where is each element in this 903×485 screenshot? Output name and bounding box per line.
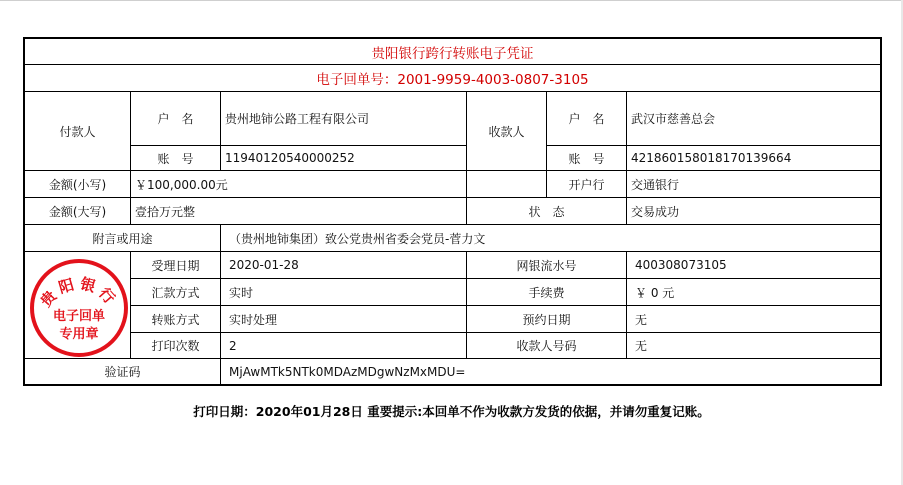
reserve-date-label: 预约日期 <box>467 306 627 333</box>
verify-label: 验证码 <box>25 359 221 384</box>
amount-small-label: 金额(小写) <box>25 171 131 198</box>
payee-no: 无 <box>627 333 880 359</box>
amount-small-spacer <box>467 171 547 198</box>
payee-bank-label: 开户行 <box>547 171 627 198</box>
serial-value: 400308073105 <box>627 252 880 279</box>
serial-label: 网银流水号 <box>467 252 627 279</box>
fee-value: ￥ 0 元 <box>627 279 880 306</box>
amount-big: 壹拾万元整 <box>131 198 467 225</box>
svg-text:专用章: 专用章 <box>59 327 99 342</box>
memo-value: （贵州地铈集团）致公党贵州省委会党员-菅力文 <box>221 225 880 252</box>
payee-no-label: 收款人号码 <box>467 333 627 359</box>
remit-method: 实时 <box>221 279 467 306</box>
bank-seal-stamp <box>28 257 130 359</box>
payee-account-label: 账 号 <box>547 146 627 171</box>
page-top-border <box>0 0 903 9</box>
memo-label: 附言或用途 <box>25 225 221 252</box>
amount-big-label: 金额(大写) <box>25 198 131 225</box>
reserve-date: 无 <box>627 306 880 333</box>
payer-account: 11940120540000252 <box>221 146 467 171</box>
accept-date: 2020-01-28 <box>221 252 467 279</box>
payer-label: 付款人 <box>25 92 131 171</box>
status-label: 状 态 <box>467 198 627 225</box>
svg-text:贵阳银行: 贵阳银行 <box>36 274 122 311</box>
fee-label: 手续费 <box>467 279 627 306</box>
svg-text:电子回单: 电子回单 <box>52 309 106 324</box>
transfer-method-label: 转账方式 <box>131 306 221 333</box>
receipt-title: 贵阳银行跨行转账电子凭证 <box>25 39 880 65</box>
payee-name-label: 户 名 <box>547 92 627 146</box>
remit-method-label: 汇款方式 <box>131 279 221 306</box>
payer-account-label: 账 号 <box>131 146 221 171</box>
payer-name-label: 户 名 <box>131 92 221 146</box>
receipt-table <box>23 37 882 386</box>
payee-account: 42186015801817013966​4 <box>627 146 880 171</box>
footer-notice: 打印日期：2020年01月28日 重要提示:本回单不作为收款方发货的依据，并请勿重复记账。 <box>193 404 710 419</box>
print-count: 2 <box>221 333 467 359</box>
receipt-number: 电子回单号：2001-9959-4003-0807-3105 <box>25 65 880 92</box>
payee-bank: 交通银行 <box>627 171 880 198</box>
transfer-method: 实时处理 <box>221 306 467 333</box>
print-count-label: 打印次数 <box>131 333 221 359</box>
status-value: 交易成功 <box>627 198 880 225</box>
verify-code: MjAwMTk5NTk0MDAzMDgwNzMxMDU= <box>229 364 466 379</box>
accept-date-label: 受理日期 <box>131 252 221 279</box>
payee-name: 武汉市慈善总会 <box>627 92 880 146</box>
amount-small: ￥100,000.00元 <box>131 171 467 198</box>
payee-label: 收款人 <box>467 92 547 171</box>
payer-name: 贵州地铈公路工程有限公司 <box>221 92 467 146</box>
